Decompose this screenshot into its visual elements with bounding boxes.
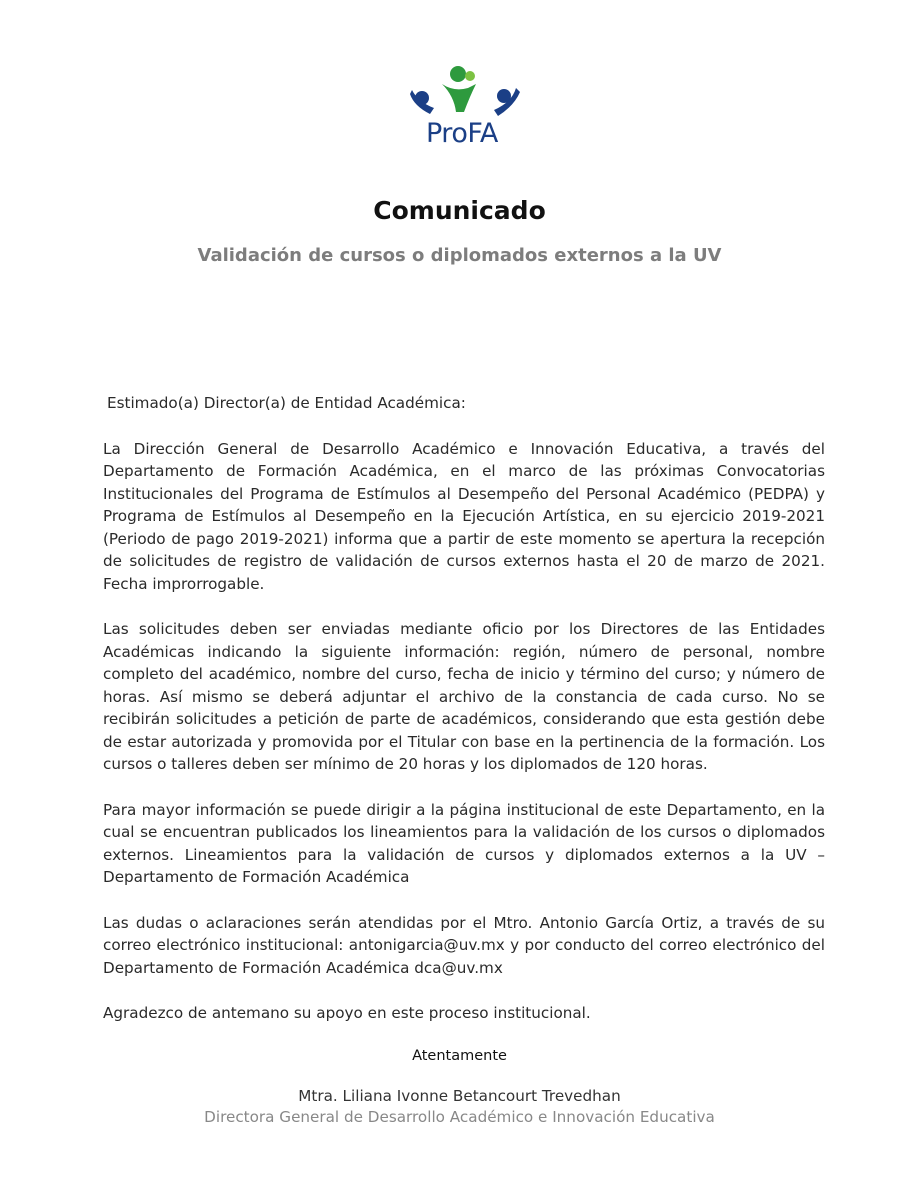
salutation: Estimado(a) Director(a) de Entidad Académica: [107,394,466,412]
paragraph: Las solicitudes deben ser enviadas mediante oficio por los Directores de las Entidades Académicas indicando la siguiente información: región, número de personal, nombre completo del académico, nombre del curso, fecha de inicio y término del curso; y número de horas. Así mismo se deberá adjuntar el archivo de la constancia de cada curso. No se recibirán solicitudes a petición de parte de académicos, considerando que esta gestión debe de estar autorizada y promovida por el Titular con base en la pertinencia de la formación. Los cursos o talleres deben ser mínimo de 20 horas y los diplomados de 120 horas. [103,620,825,773]
page-title: Comunicado [373,196,546,225]
logo-text: ProFA [426,118,498,149]
paragraph: Las dudas o aclaraciones serán atendidas por el Mtro. Antonio García Ortiz, a través de su correo electrónico institucional: antonigarcia@uv.mx y por conducto del correo electrónico del Departamento de Formación Académica dca@uv.mx [103,913,825,977]
three-figures-logo-icon [408,62,523,122]
paragraph: La Dirección General de Desarrollo Académico e Innovación Educativa, a través del Departamento de Formación Académica, en el marco de las próximas Convocatorias Institucionales del Programa de Estímulos al Desempeño del Personal Académico (PEDPA) y Programa de Estímulos al Desempeño en la Ejecución Artística, en su ejercicio 2019-2021 (Periodo de pago 2019-2021) informa que a partir de este momento se apertura la recepción de solicitudes de registro de validación de cursos externos hasta el 20 de marzo de 2021. Fecha improrrogable. [103,439,825,593]
page-subtitle: Validación de cursos o diplomados externos a la UV [197,245,722,266]
profa-logo [408,62,523,154]
signature-block [0,1048,919,1128]
paragraph: Agradezco de antemano su apoyo en este proceso institucional. [103,1004,591,1022]
signer-role: Directora General de Desarrollo Académico e Innovación Educativa [204,1108,715,1126]
letter-body [103,392,825,1048]
valediction: Atentamente [412,1048,507,1064]
signer-name: Mtra. Liliana Ivonne Betancourt Trevedhan [298,1087,621,1105]
paragraph: Para mayor información se puede dirigir a la página institucional de este Departamento, en la cual se encuentran publicados los lineamientos para la validación de los cursos o diplomados externos. Lineamientos para la validación de cursos y diplomados externos a la UV – Departamento de Formación Académica [103,800,825,886]
